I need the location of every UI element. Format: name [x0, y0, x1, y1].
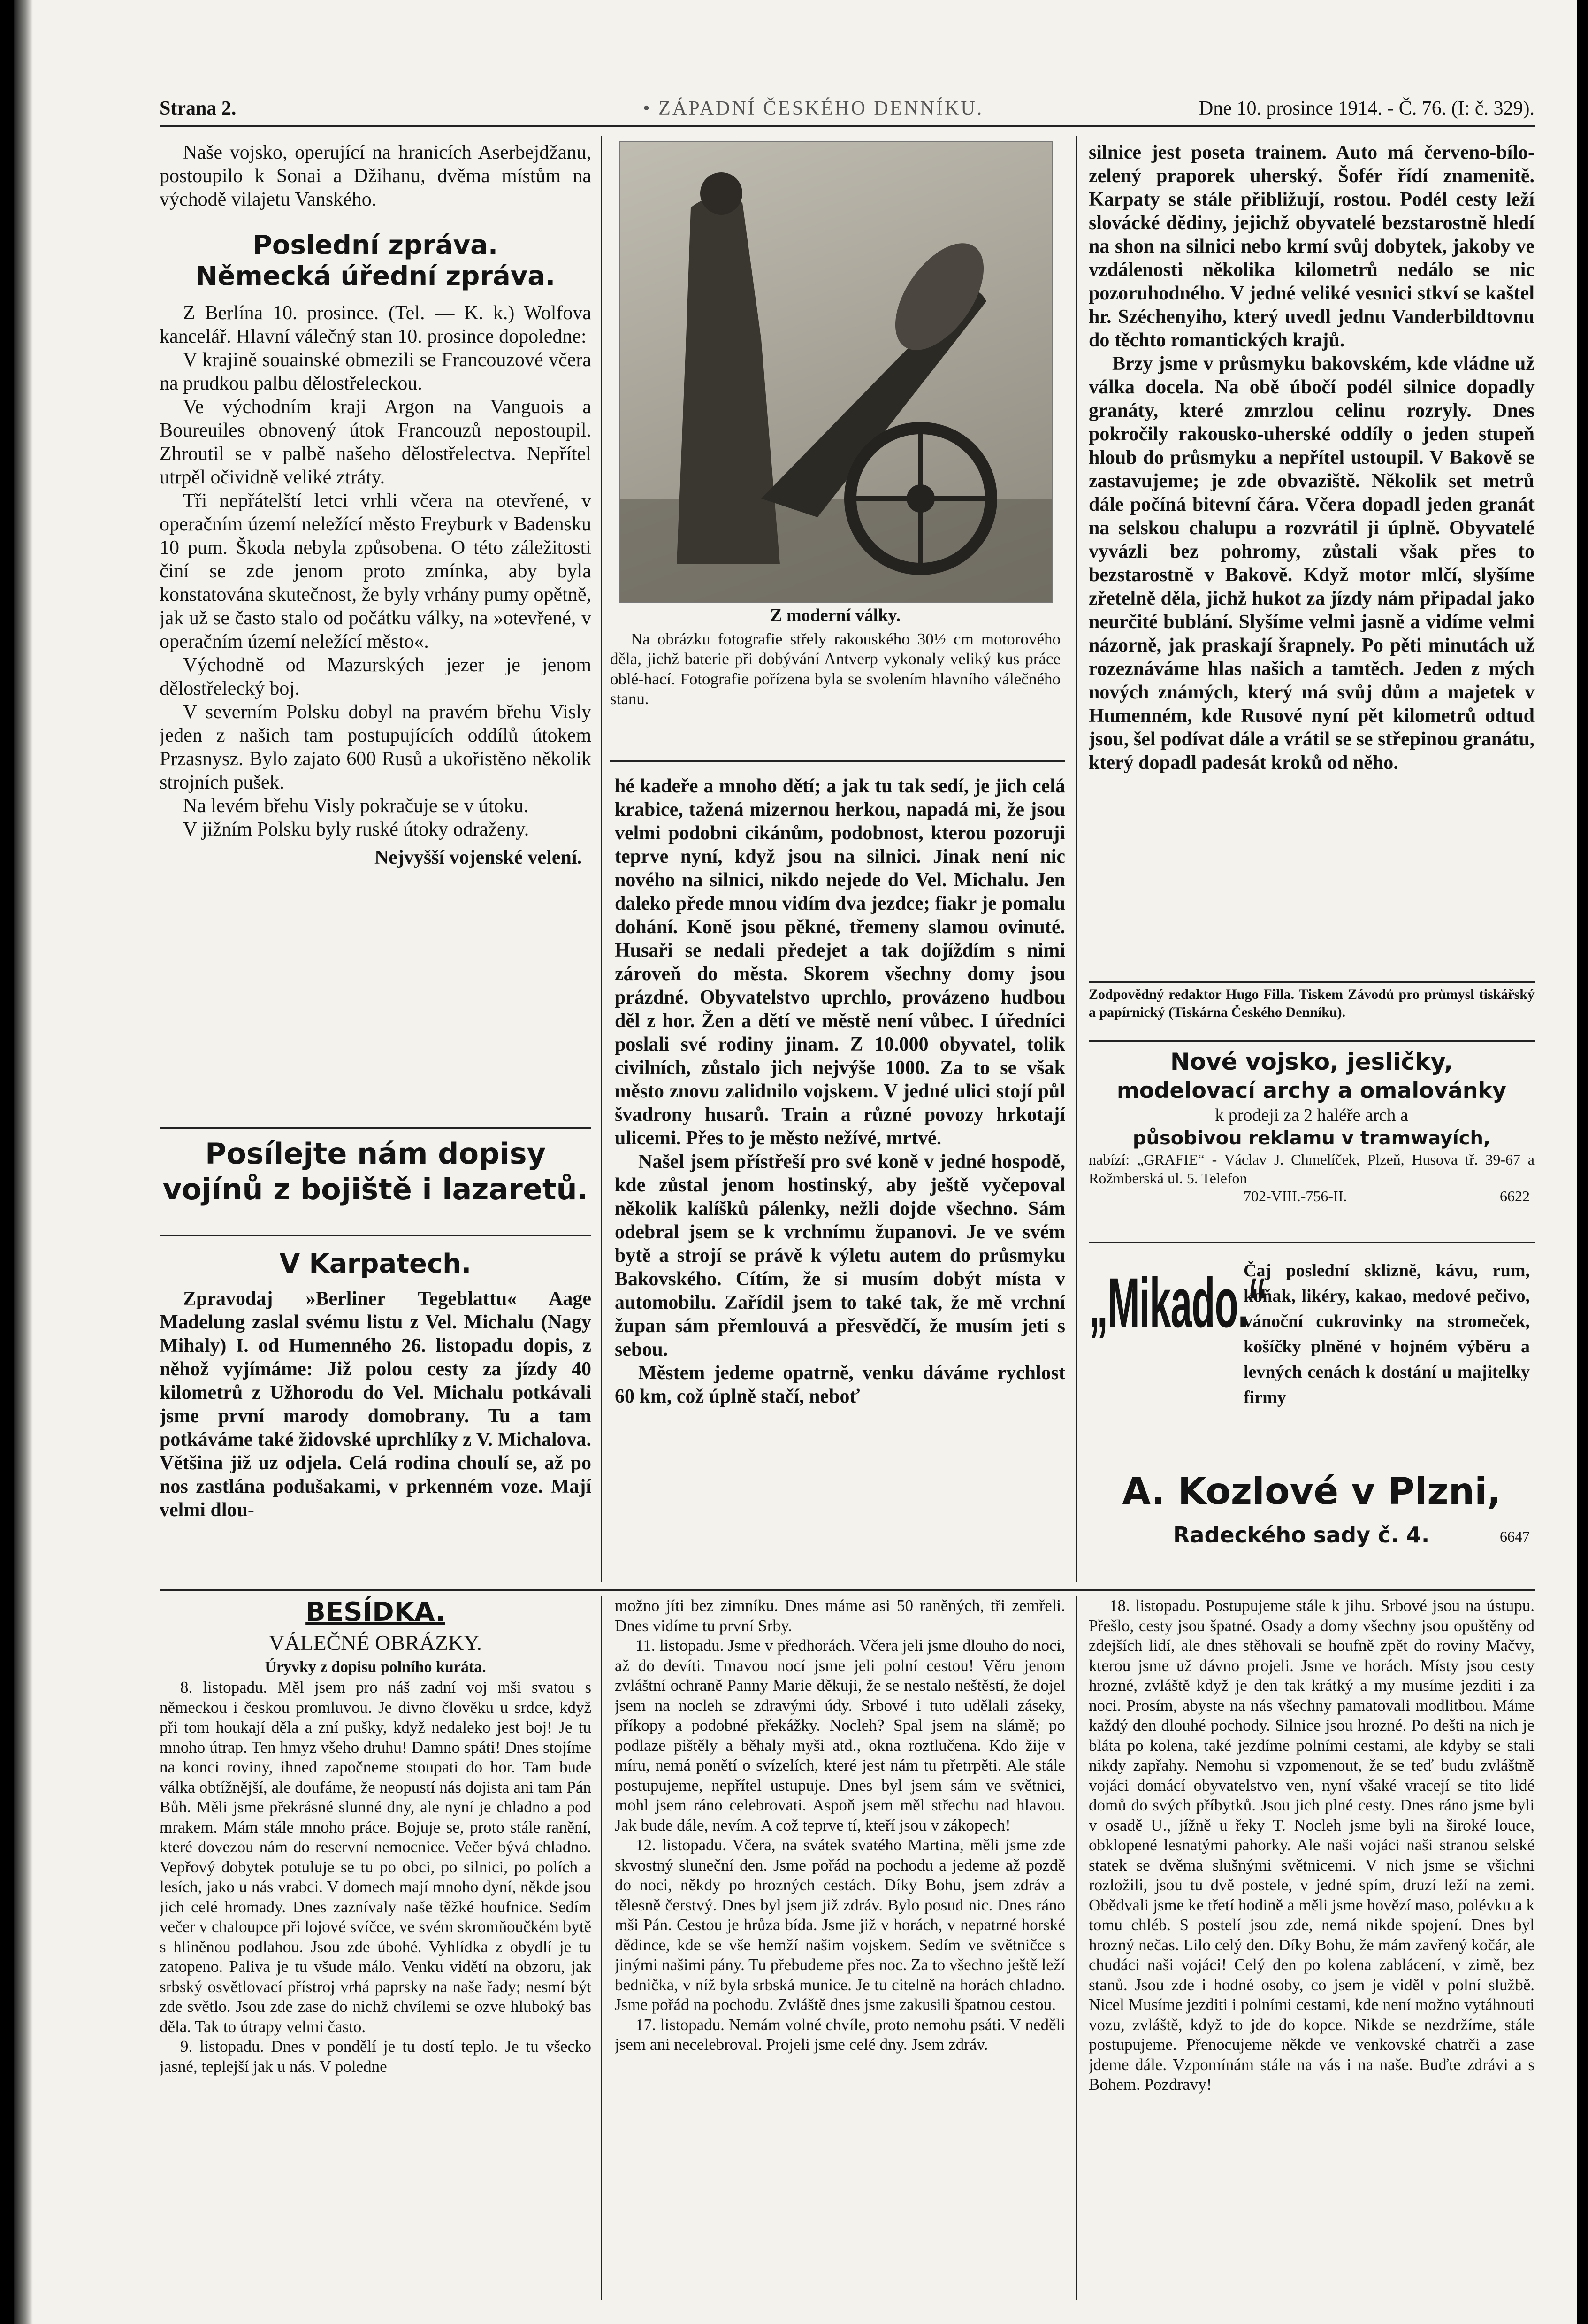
advertisement-mikado: [1089, 1249, 1535, 1568]
imprint: [1089, 986, 1535, 1037]
newspaper-page: [14, 0, 1577, 2324]
dateline: Z Berlína 10. prosince. (Tel. — K. k.) Wolfova kancelář. Hlavní válečný stan 10. prosince dopoledne:: [160, 302, 591, 347]
ad-footer: [1089, 1188, 1535, 1208]
column-divider-4: [1076, 1596, 1077, 2300]
photo-rule: [610, 760, 1065, 762]
section-rule: [1089, 1040, 1535, 1042]
section-rule: [1089, 1242, 1535, 1243]
besidka-subtitle: VÁLEČNÉ OBRÁZKY.: [268, 1631, 482, 1655]
article-paragraph: hé kadeře a mnoho dětí; a jak tu tak sedí, je jich celá krabice, tažená mizernou herkou, napadá mi, že jsou velmi podobni cikánům, podobnost, kterou pozoruji teprve nyní, když jsou na silnici. Jinak není nic nového na silnici, nikdo nejede do Vel. Michalu. Jen daleko přede mnou vidím dva jezdce; fiakr je pomalu dohání. Koně jsou pěkné, třemeny slamou ovinuté. Husaři se nedali předejet a tak dojíždím s nimi zároveň do města. Skorem všechny domy jsou prázdné. Obyvatelstvo uprchlo, provázeno hudbou děl z hor. Žen a dětí ve městě není vůbec. I úředníci poslali své rodiny jinam. Z 10.000 obyvatel, tolik civilních, zůstalo jich nejvýše 1000. Za to se však město znovu zalidnilo vojskem. V jedné ulici stojí půl švadrony husarů. Train a různé povozy hrkotají ulicemi. Přes to je město nežívé, mrtvé.: [615, 775, 1065, 1149]
column-divider-3: [601, 1596, 602, 2300]
imprint-text: Zodpovědný redaktor Hugo Filla. Tiskem Závodů pro průmysl tiskářský a papírnický (Tiskárna Českého Denníku).: [1089, 987, 1535, 1020]
section-rule: [160, 1235, 591, 1236]
report-paragraph: V jižním Polsku byly ruské útoky odraženy.: [183, 819, 529, 840]
ad-line: k prodeji za 2 haléře arch a: [1215, 1105, 1408, 1125]
report-paragraph: Východně od Mazurských jezer je jenom dělostřelecký boj.: [160, 654, 591, 699]
besidka-column-2: [615, 1596, 1065, 2309]
report-paragraph: Na levém břehu Visly pokračuje se v útoku.: [183, 795, 529, 817]
ad-line: působivou reklamu v tramwayích,: [1132, 1127, 1491, 1149]
intro-paragraph: Naše vojsko, operující na hranicích Aserbejdžanu, postoupilo k Sonai a Džihanu, dvěma místům na východě vilajetu Vanského.: [160, 142, 591, 210]
ad-number: 6622: [1500, 1188, 1530, 1204]
ad-line: modelovací archy a omalovánky: [1116, 1078, 1507, 1103]
mikado-brand: „Mikado.“: [1089, 1263, 1267, 1342]
feuilleton-rule: [160, 1589, 1535, 1591]
column-divider-1: [601, 136, 602, 1582]
report-paragraph: Ve východním kraji Argon na Vanguois a Boureuiles obnovený útok Francouzů nepostoupil. Zhroutil se v palbě našeho dělostřelectva. Nepřítel utrpěl očividně veliké ztráty.: [160, 396, 591, 488]
mikado-number: 6647: [1500, 1528, 1530, 1545]
column-1: [160, 141, 591, 1108]
besidka-heading: BESÍDKA.: [305, 1597, 445, 1627]
besidka-paragraph: 17. listopadu. Nemám volné chvíle, proto nemohu psáti. V neděli jsem ani necelebroval. Projeli jsme celé dny. Jsem zdráv.: [615, 2015, 1065, 2054]
besidka-paragraph: možno jíti bez zimníku. Dnes máme asi 50 raněných, tři zemřeli. Dnes vidíme tu první Srby.: [615, 1596, 1065, 1635]
report-paragraph: V krajině souainské obmezili se Francouzové včera na prudkou palbu dělostřeleckou.: [160, 349, 591, 394]
besidka-source: Úryvky z dopisu polního kuráta.: [265, 1658, 486, 1676]
besidka-paragraph: 18. listopadu. Postupujeme stále k jihu. Srbové jsou na ústupu. Přešlo, cesty jsou špatné. Osady a domy všechny jsou opuštěny od zdejších lidí, ale dnes stěhovali se houfně zpět do roviny Mačvy, kterou jsme už dávno projeli. Jsme ve horách. Místy jsou cesty hrozné, zvláště když je den tak krátký a my musíme jezditi i za noci. Prosím, abyste na nás všechny pamatovali modlitbou. Máme každý den dlouhé pochody. Silnice jsou hrozné. Po dešti na nich je bláta po kolena, také jezdíme polními cestami, ale kdyby se stali nikdy zapřahy. Nemohu si vzpomenout, že se teď budu zvláštně vojáci domácí obyvatelstvo ven, nyní všaké vracejí se tito lidé domů do svých příbytků. Jsou jich plné cesty. Dnes ráno jsme byli v osadě U., jížně u řeky T. Nocleh jsme byli na široké louce, obklopené lesnatými pahorky. Ale naši vojáci naši stranou selské statek se dvěma slušnými světnicemi. V nich jsme se všichni rozložili, jsou tu dvě postele, v jedné spím, druzí leží na zemi. Obědvali jsme ke třetí hodině a měli jsme hovězí maso, polévku a k tomu chléb. S postelí jsou zde, nemá nikde spojení. Dnes byl hrozný nečas. Lilo celý den. Díky Bohu, že mám zavřený kočár, ale chudáci naši vojáci! Celý den po kolena zablácení, v zimě, bez stanů. Jsou zde i hodné osoby, co jsem je viděl v polní službě. Nicel Musíme jezditi i polními cestami, kde není možno vytáhnouti vozu, zvláště, když to jde do kopce. Nikde se nezdržíme, stále postupujeme. Přenocujeme někde ve venkovské chatrči a zase jdeme dále. Vzpomínám stále na vás i na naše. Buďte zdrávi a s Bohem. Pozdravy!: [1089, 1596, 1535, 2094]
besidka-paragraph: 9. listopadu. Dnes v pondělí je tu dostí teplo. Je tu všecko jasné, teplejší jak u nás. V poledne: [160, 2037, 591, 2076]
photo-caption: [610, 606, 1061, 709]
caption-title: Z moderní války.: [770, 606, 901, 625]
ad-line: Nové vojsko, jesličky,: [1170, 1048, 1453, 1075]
advertisement-grafie: [1089, 1047, 1535, 1235]
besidka-column-3: [1089, 1596, 1535, 2309]
karpatech-article: [160, 1249, 591, 1577]
section-rule: [1089, 981, 1535, 983]
article-paragraph: Brzy jsme v průsmyku bakovském, kde vládne už válka docela. Na obě úbočí podél silnice dopadly granáty, které zmrzlou celinu rozryly. Dnes pokročily rakousko-uherské oddíly o jeden stupeň hloub do průsmyku a nepřítel ustoupil. V Bakově se zastavujeme; je zde obvaziště. Několik set metrů dále počíná bitevní čára. Včera dopadl jeden granát na selskou chalupu a rozvrátil ji úplně. Obyvatelé vyvázli bez pohromy, zůstali však přes to bezstarostně v Bakově. Když motor mlčí, slyšíme zřetelně děla, jichž hukot za jízdy nám připadal jako neurčité bublání. Slyšíme velmi jasně a vidíme velmi názorně, jak praskají šrapnely. Po pěti minutách už rozeznáváme hlas našich a tamtěch. Jeden z mých nových známých, který má svůj dům a majetek v Humenném, kde Rusové nyní pět kilometrů odtud jsou, šel podívat dále a vrátil se se střepinou granátu, který dopadl padesát kroků od něho.: [1089, 353, 1535, 774]
besidka-paragraph: 11. listopadu. Jsme v předhorách. Včera jeli jsme dlouho do noci, až do devíti. Tmavou nocí jsme jeli polní cestou! Věru jenom zvláštní ochraně Panny Marie děkuji, že se nestalo neštěstí, že dojel jsem na nocleh se zdravými údy. Srbové i tuto udělali záseky, příkopy a podobné překážky. Nocleh? Spal jsem na slámě; po podlaze pištěly a běhaly myši atd., okna roztlučena. Kdo žije v míru, nemá ponětí o svízelích, které jest nám tu přetrpěti. Ale stále postupujeme, nepřítel ustupuje. Dnes byl jsem sám ve světnici, mohl jsem ráno celebrovati. Aspoň jsem měl střechu nad hlavou. Jak bude dále, nevím. A což teprve tí, kteří jsou v zákopech!: [615, 1636, 1065, 1834]
article-paragraph: silnice jest poseta trainem. Auto má červeno-bílo-zelený praporek uherský. Šofér řídí znamenitě. Karpaty se stále přibližují, rostou. Podél cesty leží slovácké dědiny, jejichž obyvatelé bezstarostně hledí na shon na silnici nebo krmí svůj dobytek, jakoby ve vzdálenosti několika kilometrů nedálo se nic pozoruhodného. V jedné veliké vesnici stkví se kaštel hr. Széchenyiho, který uvedl jednu Vanderbildtovnu do těchto romantických krajů.: [1089, 142, 1535, 351]
besidka-paragraph: 12. listopadu. Včera, na svátek svatého Martina, měli jsme zde skvostný sluneční den. Jsme pořád na pochodu a jedeme až pozdě do noci, někdy po hrozných cestách. Díky Bohu, jsem zdráv a tělesně čerstvý. Dnes byl jsem již zdráv. Bylo posud nic. Dnes ráno mši Pán. Cestou je hrůza bída. Jsme již v horách, v nepatrné horské dědince, kde se vše hemží našim vojskem. Sedím ve světničce s jinými našimi pány. Tu přebudeme přes noc. Za to všechno ještě leží bednička, v níž byla srbská munice. Je tu citelně na horách chladno. Jsme pořád na pochodu. Zvláště dnes jsme zakusili špatnou cestou.: [615, 1836, 1065, 2014]
appeal-heading: Posílejte nám dopisy vojínů z bojiště i lazaretů.: [162, 1136, 588, 1206]
report-paragraph: Tři nepřátelští letci vrhli včera na otevřené, v operačním území neležící město Freyburk v Badensku 10 pum. Škoda nebyla způsobena. O této záležitosti činí se zde jenom proto zmínka, aby byla konstatována skutečnost, že byly vrhány pumy opětně, jak už se často stalo od počátku války, na »otevřené, v operačním území neležící město«.: [160, 490, 591, 652]
besidka-column: [160, 1596, 591, 2309]
page-number: Strana 2.: [160, 98, 237, 119]
appeal-box: [160, 1136, 591, 1230]
header-rule: [160, 125, 1535, 127]
ad-line: nabízí: „GRAFIE“ - Václav J. Chmelíček, Plzeň, Husova tř. 39-67 a Rožmberská ul. 5. Telefon: [1089, 1151, 1535, 1187]
report-paragraph: V severním Polsku dobyl na pravém břehu Visly jeden z našich tam postupujících oddílů útokem Przasnysz. Bylo zajato 600 Rusů a ukořistěno několik strojních pušek.: [160, 701, 591, 793]
section-heading-german-report: Německá úřední zpráva.: [195, 261, 556, 291]
ad-code: 702-VIII.-756-II.: [1244, 1188, 1347, 1204]
article-paragraph: Zpravodaj »Berliner Tegeblattu« Aage Madelung zaslal svému listu z Vel. Michalu (Nagy Mihaly) I. od Humenného 26. listopadu dopis, z něhož vyjímáme: Již polou cesty za jízdy 40 kilometrů z Užhorodu do Vel. Michalu potkávali jsme první marody domobrany. Tu a tam potkáváme také židovské uprchlíky z V. Michalova. Většina již uz odjela. Celá rodina choulí se, až po nos zastlána podušakami, v prkenném voze. Mají velmi dlou-: [160, 1288, 591, 1521]
photo-howitzer: [619, 141, 1053, 603]
column-3: [1089, 141, 1535, 976]
page-header: [160, 92, 1535, 125]
caption-text: Na obrázku fotografie střely rakouského 30½ cm motorového děla, jichž baterie při dobývání Antverp vykonaly veliký kus práce oblé-hací. Fotografie pořízena byla se svolením hlavního válečného stanu.: [610, 629, 1061, 708]
article-paragraph: Městem jedeme opatrně, venku dáváme rychlost 60 km, což úplně stačí, neboť: [615, 1362, 1065, 1407]
mikado-owner: A. Kozlové v Plzni,: [1122, 1471, 1501, 1513]
section-heading-latest-news: Poslední zpráva.: [252, 230, 498, 261]
column-2: [615, 775, 1065, 1582]
section-rule: [160, 1127, 591, 1129]
article-heading: V Karpatech.: [279, 1249, 472, 1279]
masthead-title: • ZÁPADNÍ ČESKÉHO DENNÍKU.: [643, 98, 984, 119]
issue-date: Dne 10. prosince 1914. - Č. 76. (I: č. 329).: [1199, 98, 1535, 119]
mikado-text: Čaj poslední sklizně, kávu, rum, koňak, likéry, kakao, medové pečivo, vánoční cukrovinky na stromeček, košíčky plněné v hojném výběru a levných cenách k dostání u majitelky firmy: [1244, 1261, 1530, 1407]
mikado-address: Radeckého sady č. 4.: [1173, 1522, 1430, 1548]
photo-illustration: [620, 142, 1052, 602]
besidka-paragraph: 8. listopadu. Měl jsem pro náš zadní voj mši svatou s německou i českou promluvou. Je divno člověku u srdce, když při tom houkají děla a zní pušky, když nedaleko jest boj! Je tu mnoho útrap. Ten hmyz všeho druhu! Damno spáti! Dnes stojíme na konci roviny, ihned započneme stoupati do hor. Tam bude válka obtížnější, ale doufáme, že neopustí nás dojista ani tam Pán Bůh. Měli jsme překrásné slunné dny, ale nyní je chladno a pod mrakem. Mám stále mnoho práce. Bojuje se, proto stále ranění, které dovezou nám do reservní nemocnice. Večer bývá chladno. Vepřový dobytek potuluje se tu po obci, po silnici, po polích a lesích, jako u nás vrabci. V domech mají mnoho dyní, někde jsou jich celé hromady. Dnes zaznívaly naše těžké houfnice. Sedím večer v chaloupce při lojové svíčce, ve svém skromňoučkém bytě s hliněnou podlahou. Jsou zde úbohé. Vyhlídka z obydlí je tu zatopeno. Paliva je tu všude málo. Venku vidětí na obzoru, jak srbský osvětlovací přístroj vrhá paprsky na naše řady; nesmí být zde světlo. Jsou zde zase do nichž chvílemi se ozve hluboký bas děla. Tak to útrapy velmi často.: [160, 1678, 591, 2036]
article-paragraph: Našel jsem přístřeší pro své koně v jedné hospodě, kde zůstal jenom hostinský, aby ještě vyčepoval několik kalíšků pálenky, nežli dojde všechno. Sám odebral jsem se k vrchnímu županovi. Je ve svém bytě a strojí se právě k výletu autem do průsmyku Bakovského. Cítím, že si musím dobýt místa v automobilu. Zařídil jsem to také tak, že mě vrchní župan sám přemlouvá a přesvědčí, že musím jeti s sebou.: [615, 1151, 1065, 1360]
column-divider-2: [1076, 136, 1077, 1582]
report-signature: Nejvyšší vojenské velení.: [374, 847, 582, 868]
